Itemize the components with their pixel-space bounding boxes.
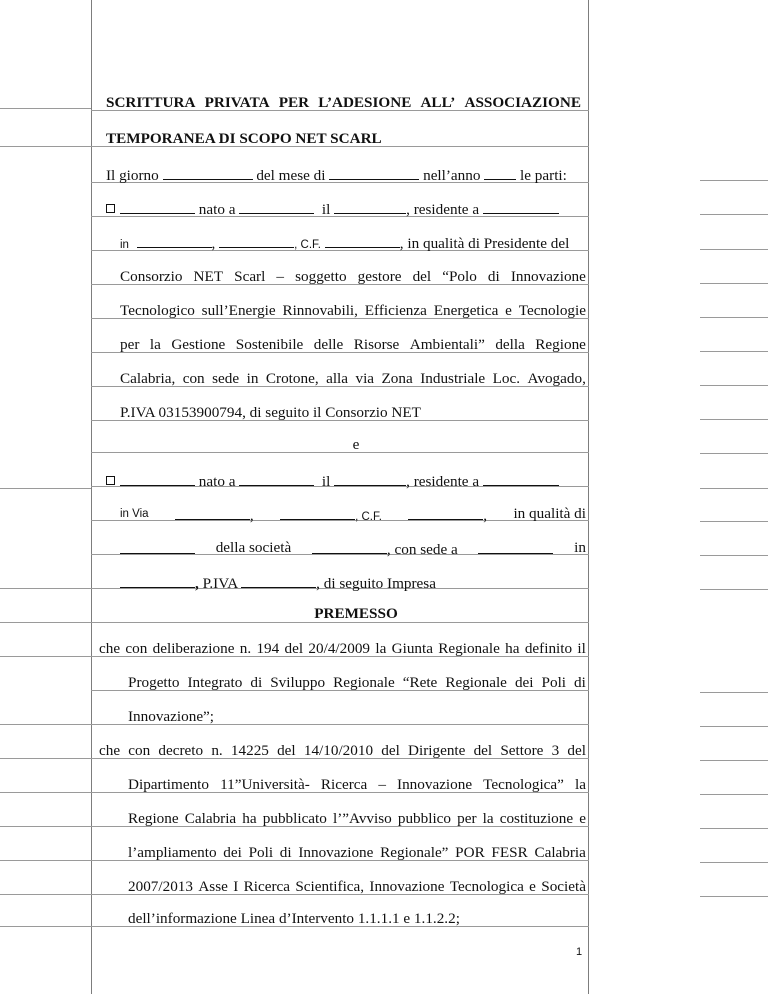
blank-field-name[interactable]: [120, 199, 195, 214]
premise2-line-3: [128, 810, 586, 828]
party1-body-text: Tecnologico sull’Energie Rinnovabili, Efficienza Energetica e Tecnologie: [120, 302, 586, 319]
party2-line-4: [120, 573, 436, 593]
party2-line-1: [120, 471, 559, 491]
blank-field-cf[interactable]: [408, 505, 483, 520]
party1-text-il: il: [321, 201, 331, 218]
party1-text-cf: , C.F.: [294, 239, 321, 251]
blank-field-name[interactable]: [120, 471, 195, 486]
blank-field-birthplace[interactable]: [239, 199, 314, 214]
party2-text-comma3: ,: [195, 575, 199, 592]
party2-text-comma2: ,: [483, 507, 488, 524]
blank-field-mese[interactable]: [329, 165, 419, 180]
blank-field-residence[interactable]: [483, 471, 559, 486]
checkbox-bullet-icon: [106, 476, 115, 485]
blank-field-hq-address[interactable]: [120, 573, 195, 588]
party2-text-sede: , con sede a: [386, 541, 458, 558]
title-line-2: TEMPORANEA DI SCOPO NET SCARL: [106, 130, 382, 147]
title-line-1: [106, 94, 581, 112]
party1-line-1: [120, 199, 559, 219]
intro-text-anno: nell’anno: [423, 167, 481, 184]
party1-line-2: [120, 233, 569, 254]
premise1-line-1: [99, 640, 586, 658]
blank-field-birthdate[interactable]: [334, 199, 406, 214]
party1-text-nato: nato a: [198, 201, 236, 218]
premise2-line-2: [128, 776, 586, 794]
blank-field-anno[interactable]: [484, 165, 516, 180]
party1-line-5: [120, 336, 586, 354]
party1-line-6: [120, 370, 586, 388]
blank-field-birthplace[interactable]: [239, 471, 314, 486]
blank-field-cf[interactable]: [325, 233, 400, 248]
premise2-text: 2007/2013 Asse I Ricerca Scientifica, Innovazione Tecnologica e Società: [128, 878, 586, 895]
party2-text-nato: nato a: [198, 473, 236, 490]
blank-field-giorno[interactable]: [163, 165, 253, 180]
party2-text-societa: della società: [215, 539, 292, 556]
party2-text-seguito: , di seguito Impresa: [316, 575, 436, 592]
party2-text-qualita: in qualità di: [513, 505, 586, 522]
premise2-text: che con decreto n. 14225 del 14/10/2010 del Dirigente del Settore 3 del: [99, 742, 586, 759]
premise1-line-3: Innovazione”;: [128, 708, 215, 725]
blank-field-city[interactable]: [219, 233, 294, 248]
party2-text-cf: , C.F.: [355, 511, 382, 523]
premise1-text: Progetto Integrato di Sviluppo Regionale “Rete Regionale dei Poli di: [128, 674, 586, 691]
premise1-text: che con deliberazione n. 194 del 20/4/2009 la Giunta Regionale ha definito il: [99, 640, 586, 657]
party1-text-comma: ,: [211, 235, 216, 252]
premise2-line-6: dell’informazione Linea d’Intervento 1.1.1.1 e 1.1.2.2;: [128, 910, 460, 927]
conjunction-e: e: [352, 436, 360, 453]
blank-field-street[interactable]: [175, 505, 250, 520]
checkbox-bullet-icon: [106, 204, 115, 213]
blank-field-address[interactable]: [137, 233, 212, 248]
blank-field-hq-city[interactable]: [478, 539, 553, 554]
premise2-text: Regione Calabria ha pubblicato l’”Avviso pubblico per la costituzione e: [128, 810, 586, 827]
party2-line-3: [120, 539, 586, 559]
party2-line-2: [120, 505, 586, 526]
blank-field-role[interactable]: [120, 539, 195, 554]
premise2-text: l’ampliamento dei Poli di Innovazione Regionale” POR FESR Calabria: [128, 844, 586, 861]
party1-line-3: [120, 268, 586, 286]
blank-field-company[interactable]: [312, 539, 387, 554]
party1-text-in: in: [120, 239, 129, 251]
party1-line-4: [120, 302, 586, 320]
intro-text-parti: le parti:: [520, 167, 567, 184]
intro-line: [106, 165, 567, 185]
blank-field-piva[interactable]: [241, 573, 316, 588]
title-text-1: SCRITTURA PRIVATA PER L’ADESIONE ALL’ ASSOCIAZIONE: [106, 94, 581, 111]
party1-body-text: Consorzio NET Scarl – soggetto gestore del “Polo di Innovazione: [120, 268, 586, 285]
section-heading-premesso: PREMESSO: [314, 605, 398, 622]
party1-line-7: P.IVA 03153900794, di seguito il Consorzio NET: [120, 404, 421, 421]
blank-field-residence[interactable]: [483, 199, 559, 214]
party1-body-text: per la Gestione Sostenibile delle Risorse Ambientali” della Regione: [120, 336, 586, 353]
party2-text-in: in: [574, 539, 586, 556]
premise2-text: Dipartimento 11”Università- Ricerca – Innovazione Tecnologica” la: [128, 776, 586, 793]
premise2-line-1: [99, 742, 586, 760]
blank-field-city[interactable]: [280, 505, 355, 520]
intro-text-mese: del mese di: [256, 167, 326, 184]
party2-text-residente: , residente a: [406, 473, 480, 490]
premise1-line-2: [128, 674, 586, 692]
intro-text-giorno: Il giorno: [106, 167, 159, 184]
party1-text-qualita: , in qualità di Presidente del: [399, 235, 570, 252]
page-number: 1: [576, 946, 583, 958]
party2-text-piva: P.IVA: [202, 575, 238, 592]
party2-text-via: in Via: [120, 508, 149, 520]
party2-text-il: il: [321, 473, 331, 490]
premise2-line-5: [128, 878, 586, 896]
party1-text-residente: , residente a: [406, 201, 480, 218]
party1-body-text: Calabria, con sede in Crotone, alla via Zona Industriale Loc. Avogado,: [120, 370, 586, 387]
premise2-line-4: [128, 844, 586, 862]
blank-field-birthdate[interactable]: [334, 471, 406, 486]
party2-text-comma: ,: [249, 507, 254, 524]
